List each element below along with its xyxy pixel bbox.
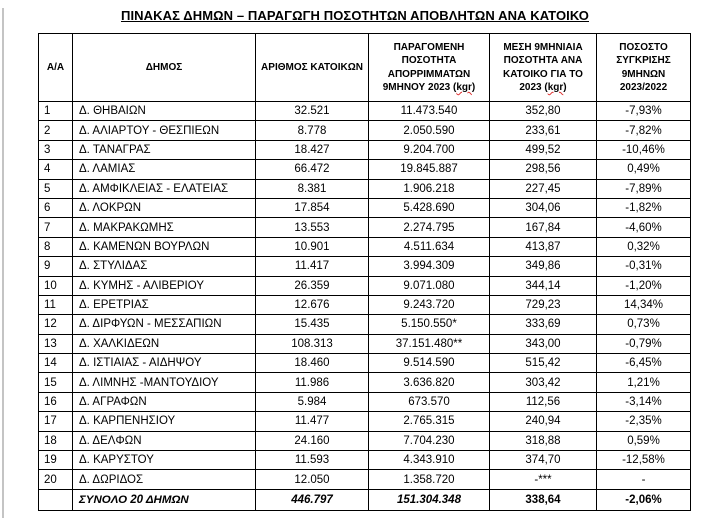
row-index-cell: 17 <box>39 412 73 431</box>
residents-cell: 26.359 <box>256 276 369 295</box>
col-header-per-capita <box>490 34 597 102</box>
residents-cell: 10.901 <box>256 237 369 256</box>
municipality-cell: Δ. ΑΓΡΑΦΩΝ <box>73 392 256 411</box>
row-index-cell: 1 <box>39 102 73 121</box>
residents-cell: 11.986 <box>256 373 369 392</box>
percent-cell: -7,82% <box>597 121 691 140</box>
percent-cell: - <box>597 470 691 489</box>
quantity-cell: 9.514.590 <box>369 354 490 373</box>
table-row <box>39 315 691 334</box>
municipalities-waste-table <box>38 33 691 511</box>
municipality-cell: Δ. ΘΗΒΑΙΩΝ <box>73 102 256 121</box>
residents-cell: 8.778 <box>256 121 369 140</box>
kgr-unit-label: kgr <box>456 82 472 93</box>
per-capita-cell: 303,42 <box>490 373 597 392</box>
per-capita-cell: 499,52 <box>490 140 597 159</box>
table-row <box>39 218 691 237</box>
quantity-cell: 2.274.795 <box>369 218 490 237</box>
total-percent-cell: -2,06% <box>597 489 691 510</box>
table-row <box>39 354 691 373</box>
table-row <box>39 470 691 489</box>
quantity-cell: 1.906.218 <box>369 179 490 198</box>
municipality-cell: Δ. ΣΤΥΛΙΔΑΣ <box>73 257 256 276</box>
municipality-cell: Δ. ΤΑΝΑΓΡΑΣ <box>73 140 256 159</box>
municipality-cell: Δ. ΚΑΡΥΣΤΟΥ <box>73 451 256 470</box>
col-header-index: Α/Α <box>39 34 73 102</box>
per-capita-cell: 729,23 <box>490 295 597 314</box>
residents-cell: 32.521 <box>256 102 369 121</box>
municipality-cell: Δ. ΛΑΜΙΑΣ <box>73 160 256 179</box>
col-header-percent: ΠΟΣΟΣΤΟ ΣΥΓΚΡΙΣΗΣ 9ΜΗΝΩΝ 2023/2022 <box>597 34 691 102</box>
table-row <box>39 160 691 179</box>
per-capita-cell: 333,69 <box>490 315 597 334</box>
col-header-quantity <box>369 34 490 102</box>
municipality-cell: Δ. ΚΑΜΕΝΩΝ ΒΟΥΡΛΩΝ <box>73 237 256 256</box>
municipality-cell: Δ. ΔΙΡΦΥΩΝ - ΜΕΣΣΑΠΙΩΝ <box>73 315 256 334</box>
per-capita-cell: 344,14 <box>490 276 597 295</box>
col-header-municipality: ΔΗΜΟΣ <box>73 34 256 102</box>
municipality-cell: Δ. ΚΥΜΗΣ - ΑΛΙΒΕΡΙΟΥ <box>73 276 256 295</box>
table-footer <box>39 489 691 510</box>
residents-cell: 12.050 <box>256 470 369 489</box>
residents-cell: 17.854 <box>256 198 369 217</box>
percent-cell: -7,89% <box>597 179 691 198</box>
header-row <box>39 34 691 102</box>
per-capita-cell: 167,84 <box>490 218 597 237</box>
quantity-cell: 7.704.230 <box>369 431 490 450</box>
per-capita-cell: 240,94 <box>490 412 597 431</box>
col-header-residents: ΑΡΙΘΜΟΣ ΚΑΤΟΙΚΩΝ <box>256 34 369 102</box>
table-row <box>39 102 691 121</box>
table-row <box>39 179 691 198</box>
quantity-cell: 5.428.690 <box>369 198 490 217</box>
percent-cell: 14,34% <box>597 295 691 314</box>
residents-cell: 13.553 <box>256 218 369 237</box>
quantity-cell: 37.151.480** <box>369 334 490 353</box>
percent-cell: 0,59% <box>597 431 691 450</box>
percent-cell: -0,31% <box>597 257 691 276</box>
percent-cell: -3,14% <box>597 392 691 411</box>
percent-cell: 0,73% <box>597 315 691 334</box>
row-index-cell: 16 <box>39 392 73 411</box>
table-row <box>39 373 691 392</box>
percent-cell: -1,82% <box>597 198 691 217</box>
table-row <box>39 295 691 314</box>
table-row <box>39 276 691 295</box>
quantity-cell: 19.845.887 <box>369 160 490 179</box>
municipality-cell: Δ. ΚΑΡΠΕΝΗΣΙΟΥ <box>73 412 256 431</box>
total-per-capita-cell: 338,64 <box>490 489 597 510</box>
per-capita-cell: 233,61 <box>490 121 597 140</box>
table-row <box>39 334 691 353</box>
table-row <box>39 412 691 431</box>
row-index-cell: 8 <box>39 237 73 256</box>
percent-cell: 0,49% <box>597 160 691 179</box>
table-row <box>39 140 691 159</box>
quantity-cell: 11.473.540 <box>369 102 490 121</box>
row-index-cell: 11 <box>39 295 73 314</box>
percent-cell: -6,45% <box>597 354 691 373</box>
municipality-cell: Δ. ΑΛΙΑΡΤΟΥ - ΘΕΣΠΙΕΩΝ <box>73 121 256 140</box>
row-index-cell: 5 <box>39 179 73 198</box>
residents-cell: 24.160 <box>256 431 369 450</box>
quantity-cell: 4.343.910 <box>369 451 490 470</box>
quantity-cell: 3.636.820 <box>369 373 490 392</box>
quantity-cell: 5.150.550* <box>369 315 490 334</box>
residents-cell: 11.477 <box>256 412 369 431</box>
municipality-cell: Δ. ΧΑΛΚΙΔΕΩΝ <box>73 334 256 353</box>
percent-cell: -10,46% <box>597 140 691 159</box>
residents-cell: 66.472 <box>256 160 369 179</box>
table-row <box>39 451 691 470</box>
quantity-cell: 1.358.720 <box>369 470 490 489</box>
municipality-cell: Δ. ΛΙΜΝΗΣ -ΜΑΝΤΟΥΔΙΟΥ <box>73 373 256 392</box>
table-row <box>39 237 691 256</box>
quantity-cell: 2.765.315 <box>369 412 490 431</box>
row-index-cell: 4 <box>39 160 73 179</box>
residents-cell: 8.381 <box>256 179 369 198</box>
quantity-cell: 4.511.634 <box>369 237 490 256</box>
municipality-cell: Δ. ΛΟΚΡΩΝ <box>73 198 256 217</box>
per-capita-cell: 343,00 <box>490 334 597 353</box>
municipality-cell: Δ. ΔΩΡΙΔΟΣ <box>73 470 256 489</box>
row-index-cell: 13 <box>39 334 73 353</box>
row-index-cell: 14 <box>39 354 73 373</box>
municipality-cell: Δ. ΙΣΤΙΑΙΑΣ - ΑΙΔΗΨΟΥ <box>73 354 256 373</box>
per-capita-cell: 374,70 <box>490 451 597 470</box>
per-capita-cell: 413,87 <box>490 237 597 256</box>
per-capita-cell: 515,42 <box>490 354 597 373</box>
quantity-cell: 673.570 <box>369 392 490 411</box>
quantity-cell: 9.243.720 <box>369 295 490 314</box>
residents-cell: 18.460 <box>256 354 369 373</box>
percent-cell: -7,93% <box>597 102 691 121</box>
residents-cell: 11.417 <box>256 257 369 276</box>
percent-cell: -0,79% <box>597 334 691 353</box>
row-index-cell: 18 <box>39 431 73 450</box>
row-index-cell: 3 <box>39 140 73 159</box>
total-row <box>39 489 691 510</box>
page-edge-line <box>2 8 4 518</box>
row-index-cell: 6 <box>39 198 73 217</box>
row-index-cell: 19 <box>39 451 73 470</box>
residents-cell: 5.984 <box>256 392 369 411</box>
total-quantity-cell: 151.304.348 <box>369 489 490 510</box>
total-label-cell: ΣΥΝΟΛΟ 20 ΔΗΜΩΝ <box>73 489 256 510</box>
quantity-cell: 9.071.080 <box>369 276 490 295</box>
percent-cell: -2,35% <box>597 412 691 431</box>
row-index-cell: 10 <box>39 276 73 295</box>
per-capita-cell: 298,56 <box>490 160 597 179</box>
row-index-cell: 2 <box>39 121 73 140</box>
row-index-cell: 15 <box>39 373 73 392</box>
percent-cell: -4,60% <box>597 218 691 237</box>
per-capita-cell: -*** <box>490 470 597 489</box>
quantity-cell: 9.204.700 <box>369 140 490 159</box>
table-row <box>39 431 691 450</box>
residents-cell: 108.313 <box>256 334 369 353</box>
municipality-cell: Δ. ΕΡΕΤΡΙΑΣ <box>73 295 256 314</box>
row-index-cell: 12 <box>39 315 73 334</box>
header-per-capita-text: ΜΕΣΗ 9ΜΗΝΙΑΙΑ ΠΟΣΟΤΗΤΑ ΑΝΑ ΚΑΤΟΙΚΟ ΓΙΑ ΤΟ 2023 ( <box>503 41 583 93</box>
percent-cell: 1,21% <box>597 373 691 392</box>
quantity-cell: 2.050.590 <box>369 121 490 140</box>
row-index-cell: 7 <box>39 218 73 237</box>
table-row <box>39 257 691 276</box>
table-header <box>39 34 691 102</box>
municipality-cell: Δ. ΜΑΚΡΑΚΩΜΗΣ <box>73 218 256 237</box>
per-capita-cell: 112,56 <box>490 392 597 411</box>
residents-cell: 11.593 <box>256 451 369 470</box>
header-quantity-suffix: ) <box>471 82 476 93</box>
municipality-cell: Δ. ΔΕΛΦΩΝ <box>73 431 256 450</box>
total-residents-cell: 446.797 <box>256 489 369 510</box>
total-empty-cell <box>39 489 73 510</box>
header-per-capita-suffix: ) <box>563 82 567 93</box>
table-body <box>39 102 691 490</box>
page-title: ΠΙΝΑΚΑΣ ΔΗΜΩΝ – ΠΑΡΑΓΩΓΗ ΠΟΣΟΤΗΤΩΝ ΑΠΟΒΛΗΤΩΝ ΑΝΑ ΚΑΤΟΙΚΟ <box>120 8 589 23</box>
percent-cell: -12,58% <box>597 451 691 470</box>
per-capita-cell: 318,88 <box>490 431 597 450</box>
kgr-unit-label: kgr <box>547 82 564 93</box>
per-capita-cell: 227,45 <box>490 179 597 198</box>
per-capita-cell: 352,80 <box>490 102 597 121</box>
table-row <box>39 121 691 140</box>
percent-cell: -1,20% <box>597 276 691 295</box>
row-index-cell: 9 <box>39 257 73 276</box>
row-index-cell: 20 <box>39 470 73 489</box>
residents-cell: 12.676 <box>256 295 369 314</box>
percent-cell: 0,32% <box>597 237 691 256</box>
header-quantity-text: ΠΑΡΑΓΟΜΕΝΗ ΠΟΣΟΤΗΤΑ ΑΠΟΡΡΙΜΜΑΤΩΝ 9ΜΗΝΟΥ 2023 ( <box>382 41 471 93</box>
residents-cell: 15.435 <box>256 315 369 334</box>
table-row <box>39 392 691 411</box>
residents-cell: 18.427 <box>256 140 369 159</box>
quantity-cell: 3.994.309 <box>369 257 490 276</box>
per-capita-cell: 349,86 <box>490 257 597 276</box>
table-row <box>39 198 691 217</box>
per-capita-cell: 304,06 <box>490 198 597 217</box>
municipality-cell: Δ. ΑΜΦΙΚΛΕΙΑΣ - ΕΛΑΤΕΙΑΣ <box>73 179 256 198</box>
